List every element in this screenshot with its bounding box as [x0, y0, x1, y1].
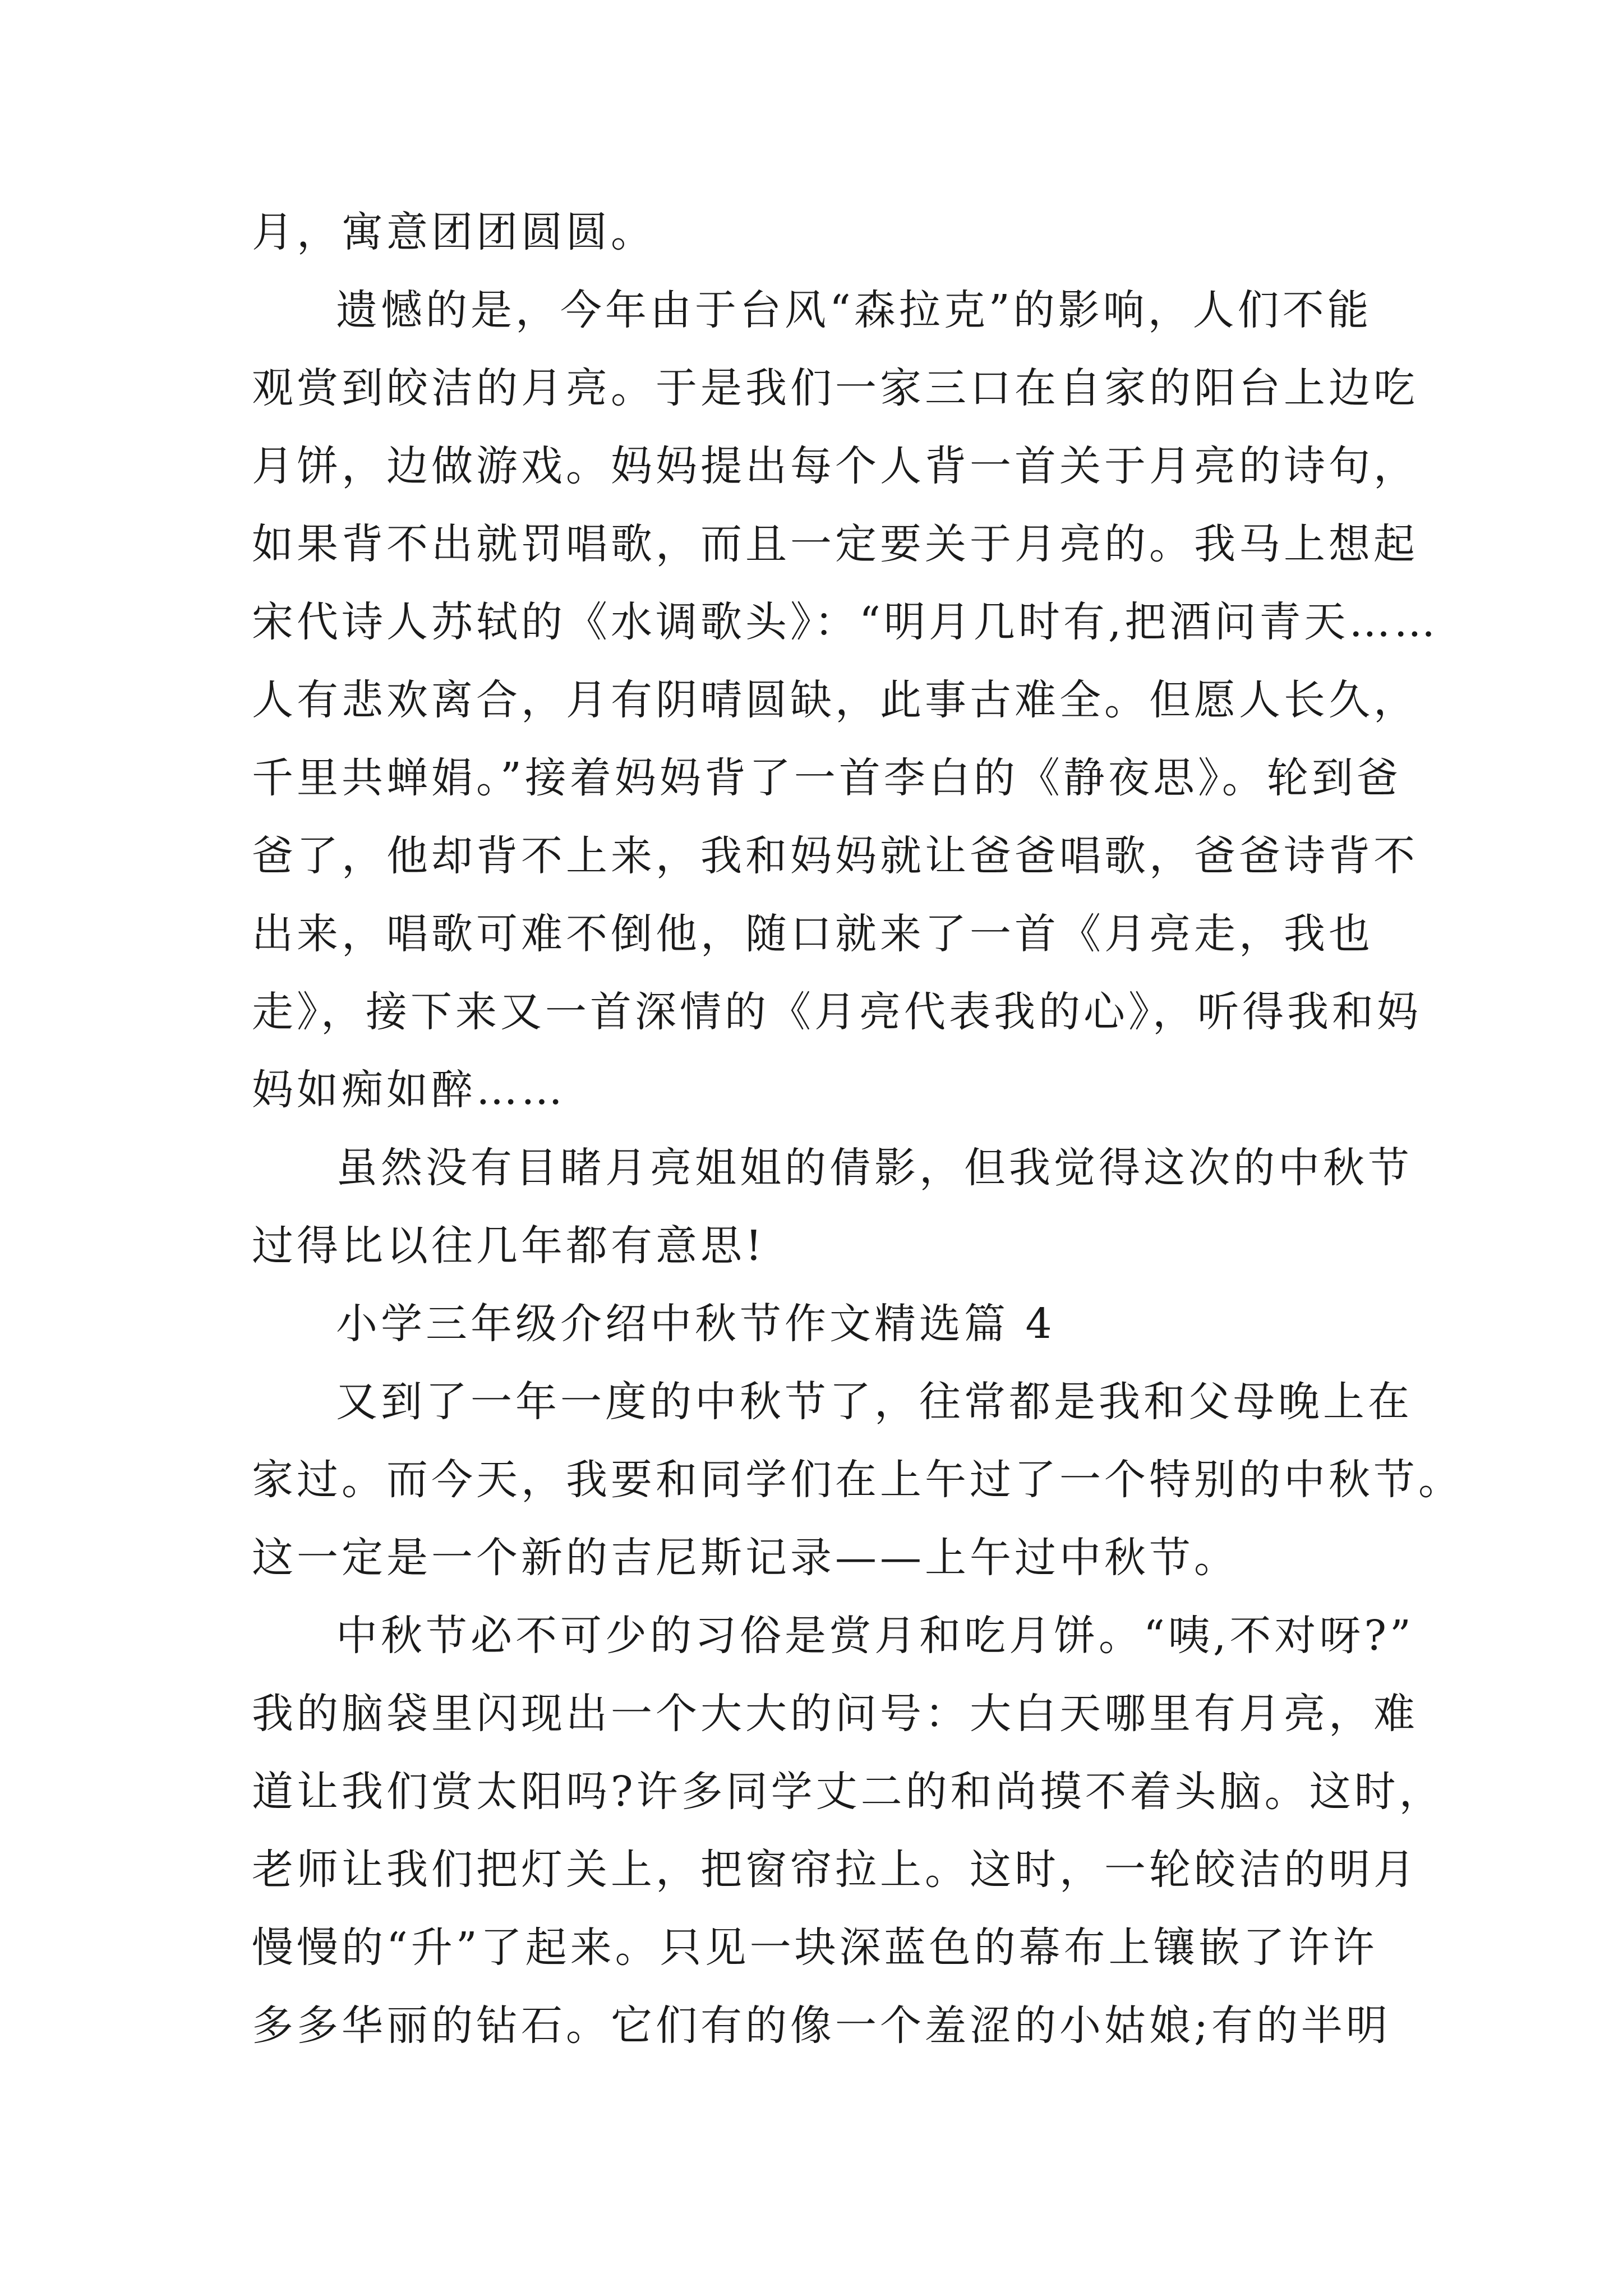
- text-line: 这一定是一个新的吉尼斯记录——上午过中秋节。: [252, 1534, 1239, 1582]
- text-line: 虽然没有目睹月亮姐姐的倩影，但我觉得这次的中秋节: [336, 1144, 1413, 1192]
- text-line: 遗憾的是，今年由于台风“森拉克”的影响，人们不能: [336, 286, 1372, 334]
- text-line: 走》，接下来又一首深情的《月亮代表我的心》，听得我和妈: [252, 988, 1422, 1036]
- text-line: 慢慢的“升”了起来。只见一块深蓝色的幕布上镶嵌了许许: [252, 1924, 1378, 1972]
- text-line: 宋代诗人苏轼的《水调歌头》：“明月几时有,把酒问青天……: [252, 598, 1439, 646]
- text-line: 如果背不出就罚唱歌，而且一定要关于月亮的。我马上想起: [252, 520, 1418, 568]
- text-line: 千里共蝉娟。”接着妈妈背了一首李白的《静夜思》。轮到爸: [252, 754, 1401, 802]
- essay-text: [252, 194, 1463, 2065]
- text-line: 老师让我们把灯关上，把窗帘拉上。这时，一轮皎洁的明月: [252, 1846, 1418, 1894]
- text-line: 月饼，边做游戏。妈妈提出每个人背一首关于月亮的诗句，: [252, 442, 1418, 490]
- text-line: 过得比以往几年都有意思!: [252, 1222, 766, 1270]
- section-heading: 小学三年级介绍中秋节作文精选篇 4: [336, 1300, 1055, 1348]
- text-line: 多多华丽的钻石。它们有的像一个羞涩的小姑娘;有的半明: [252, 2001, 1391, 2050]
- text-line: 家过。而今天，我要和同学们在上午过了一个特别的中秋节。: [252, 1456, 1463, 1504]
- text-line: 爸了，他却背不上来，我和妈妈就让爸爸唱歌，爸爸诗背不: [252, 832, 1418, 880]
- text-line: 道让我们赏太阳吗?许多同学丈二的和尚摸不着头脑。这时，: [252, 1768, 1444, 1816]
- text-line: 观赏到皎洁的月亮。于是我们一家三口在自家的阳台上边吃: [252, 364, 1418, 412]
- text-line: 我的脑袋里闪现出一个大大的问号：大白天哪里有月亮，难: [252, 1690, 1418, 1738]
- text-line: 出来，唱歌可难不倒他，随口就来了一首《月亮走，我也: [252, 910, 1373, 958]
- text-line: 人有悲欢离合，月有阴晴圆缺，此事古难全。但愿人长久，: [252, 676, 1418, 724]
- text-line: 月，寓意团团圆圆。: [252, 208, 656, 256]
- text-line: 又到了一年一度的中秋节了，往常都是我和父母晚上在: [336, 1378, 1413, 1426]
- text-line: 中秋节必不可少的习俗是赏月和吃月饼。“咦,不对呀?”: [336, 1612, 1414, 1660]
- text-line: 妈如痴如醉……: [252, 1066, 566, 1114]
